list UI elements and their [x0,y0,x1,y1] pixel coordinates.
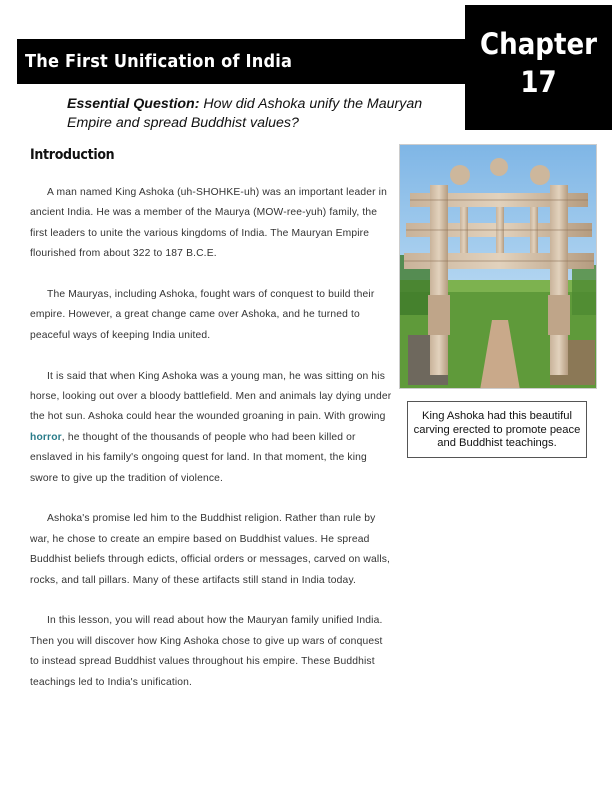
introduction-heading: Introduction [30,147,115,163]
sanchi-gateway-photo [399,144,597,389]
paragraph-3-end: , he thought of the thousands of people who had been killed or enslaved in his family's ongoing quest for land. In that moment, the king swore to give up the tradition of violence. [30,431,367,484]
chapter-number: 17 [520,65,557,99]
essential-question-label: Essential Question: [67,96,200,112]
paragraph-5: In this lesson, you will read about how the Mauryan family unified India. Then you will discover how King Ashoka chose to give up wars of conquest to instead spread Buddhist values throughout his empire. These Buddhist teachings led to India's unification. [30,615,383,688]
lesson-title: The First Unification of India [25,51,293,72]
paragraph-1: A man named King Ashoka (uh-SHOHKE-uh) was an important leader in ancient India. He was a member of the Maurya (MOW-ree-yuh) family, the first leaders to unite the various kingdoms of India. The Mauryan Empire flourished from about 322 to 187 B.C.E. [30,187,387,260]
chapter-badge [465,5,612,130]
gateway-illustration [400,145,597,389]
lesson-title-bar [17,39,465,84]
vocabulary-word-horror[interactable]: horror [30,431,62,443]
chapter-label: Chapter [479,27,598,61]
essential-question-text: How did Ashoka unify the Mauryan Empire and spread Buddhist values? [67,96,423,131]
figure-caption: King Ashoka had this beautiful carving erected to promote peace and Buddhist teachings. [407,401,587,458]
introduction-body [30,183,392,713]
essential-question [67,95,447,133]
paragraph-3-start: It is said that when King Ashoka was a young man, he was sitting on his horse, looking out over a bloody battlefield. Men and animals lay dying under the hot sun. Ashoka could hear the wounded groaning in pain. With growing [30,370,392,423]
paragraph-4: Ashoka's promise led him to the Buddhist religion. Rather than rule by war, he chose to create an empire based on Buddhist values. He spread Buddhist beliefs through edicts, official orders or messages, carved on walls, rocks, and tall pillars. Many of these artifacts still stand in India today. [30,513,391,586]
paragraph-3 [30,367,392,489]
paragraph-2: The Mauryas, including Ashoka, fought wars of conquest to build their empire. However, a great change came over Ashoka, and he turned to peaceful ways of keeping India united. [30,289,375,341]
